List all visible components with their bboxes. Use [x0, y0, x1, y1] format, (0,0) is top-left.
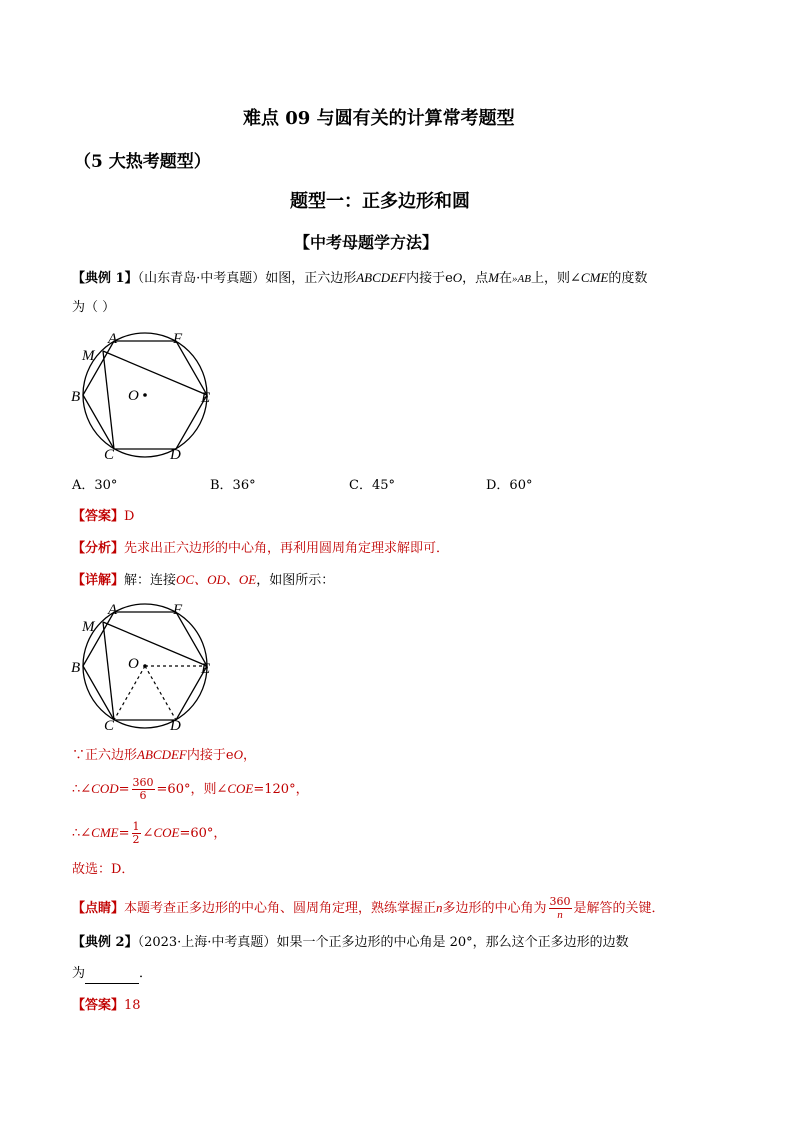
label2-d: D [170, 718, 181, 734]
example1-answer: 【答案】D [72, 509, 135, 524]
label2-f: F [173, 602, 183, 618]
method-heading: 【中考母题学方法】 [294, 233, 439, 252]
label-c: C [104, 447, 115, 463]
label2-a: A [108, 602, 118, 618]
hexagon-figure-2 [66, 596, 226, 736]
label-f: F [173, 331, 183, 347]
fraction-360-6: $\frac{360}{6}$ [132, 776, 154, 802]
solution-choose: 故选：D． [72, 862, 135, 877]
label-e: E [201, 390, 211, 406]
option-a: A．30° [72, 478, 118, 493]
option-d: D．60° [486, 478, 533, 493]
label2-m: M [82, 619, 95, 635]
label-d: D [170, 447, 181, 463]
label-m: M [82, 348, 95, 364]
label2-c: C [104, 718, 115, 734]
section-heading: 题型一：正多边形和圆 [290, 191, 470, 212]
label2-b: B [71, 660, 81, 676]
option-b: B．36° [210, 478, 256, 493]
example1-question: 【典例 1】（山东青岛·中考真题）如图，正六边形ABCDEF内接于eO，点M在»AB上，则∠CME的度数 [72, 270, 648, 286]
example2-question: 【典例 2】（2023·上海·中考真题）如果一个正多边形的中心角是 20°，那么这个正多边形的边数 [72, 935, 629, 950]
example2-question-line2: 为 ． [72, 964, 152, 984]
example2-tag: 【典例 2】 [72, 935, 138, 950]
solution-step-3: ∴∠CME= $\frac{1}{2}$ ∠COE=60°， [72, 820, 227, 846]
example1-detail: 【详解】解：连接OC、OD、OE，如图所示： [72, 572, 335, 588]
hexagon-figure-1 [66, 325, 226, 465]
fraction-1-2: $\frac{1}{2}$ [132, 820, 140, 846]
solution-step-2: ∴∠COD= $\frac{360}{6}$ =60°，则∠COE=120°， [72, 776, 309, 802]
option-c: C．45° [349, 478, 395, 493]
label-b: B [71, 389, 81, 405]
solution-step-1: ∵正六边形ABCDEF内接于eO， [72, 747, 256, 763]
label-a: A [108, 331, 118, 347]
page-title: 难点 09 与圆有关的计算常考题型 [243, 108, 515, 129]
label2-o: O [128, 656, 139, 672]
answer-blank[interactable] [85, 969, 139, 984]
example2-answer: 【答案】18 [72, 998, 141, 1013]
page-subtitle: （5 大热考题型） [74, 152, 211, 172]
example1-comment: 【点睛】本题考查正多边形的中心角、圆周角定理，熟练掌握正n多边形的中心角为 $\frac{360}{n}$ 是解答的关键． [72, 895, 665, 921]
label-o: O [128, 388, 139, 404]
example1-tag: 【典例 1】 [72, 271, 138, 286]
example1-question-line2: 为（ ） [72, 300, 116, 315]
example1-analysis: 【分析】先求出正六边形的中心角，再利用圆周角定理求解即可． [72, 541, 450, 556]
label2-e: E [201, 661, 211, 677]
fraction-360-n: $\frac{360}{n}$ [549, 895, 571, 921]
